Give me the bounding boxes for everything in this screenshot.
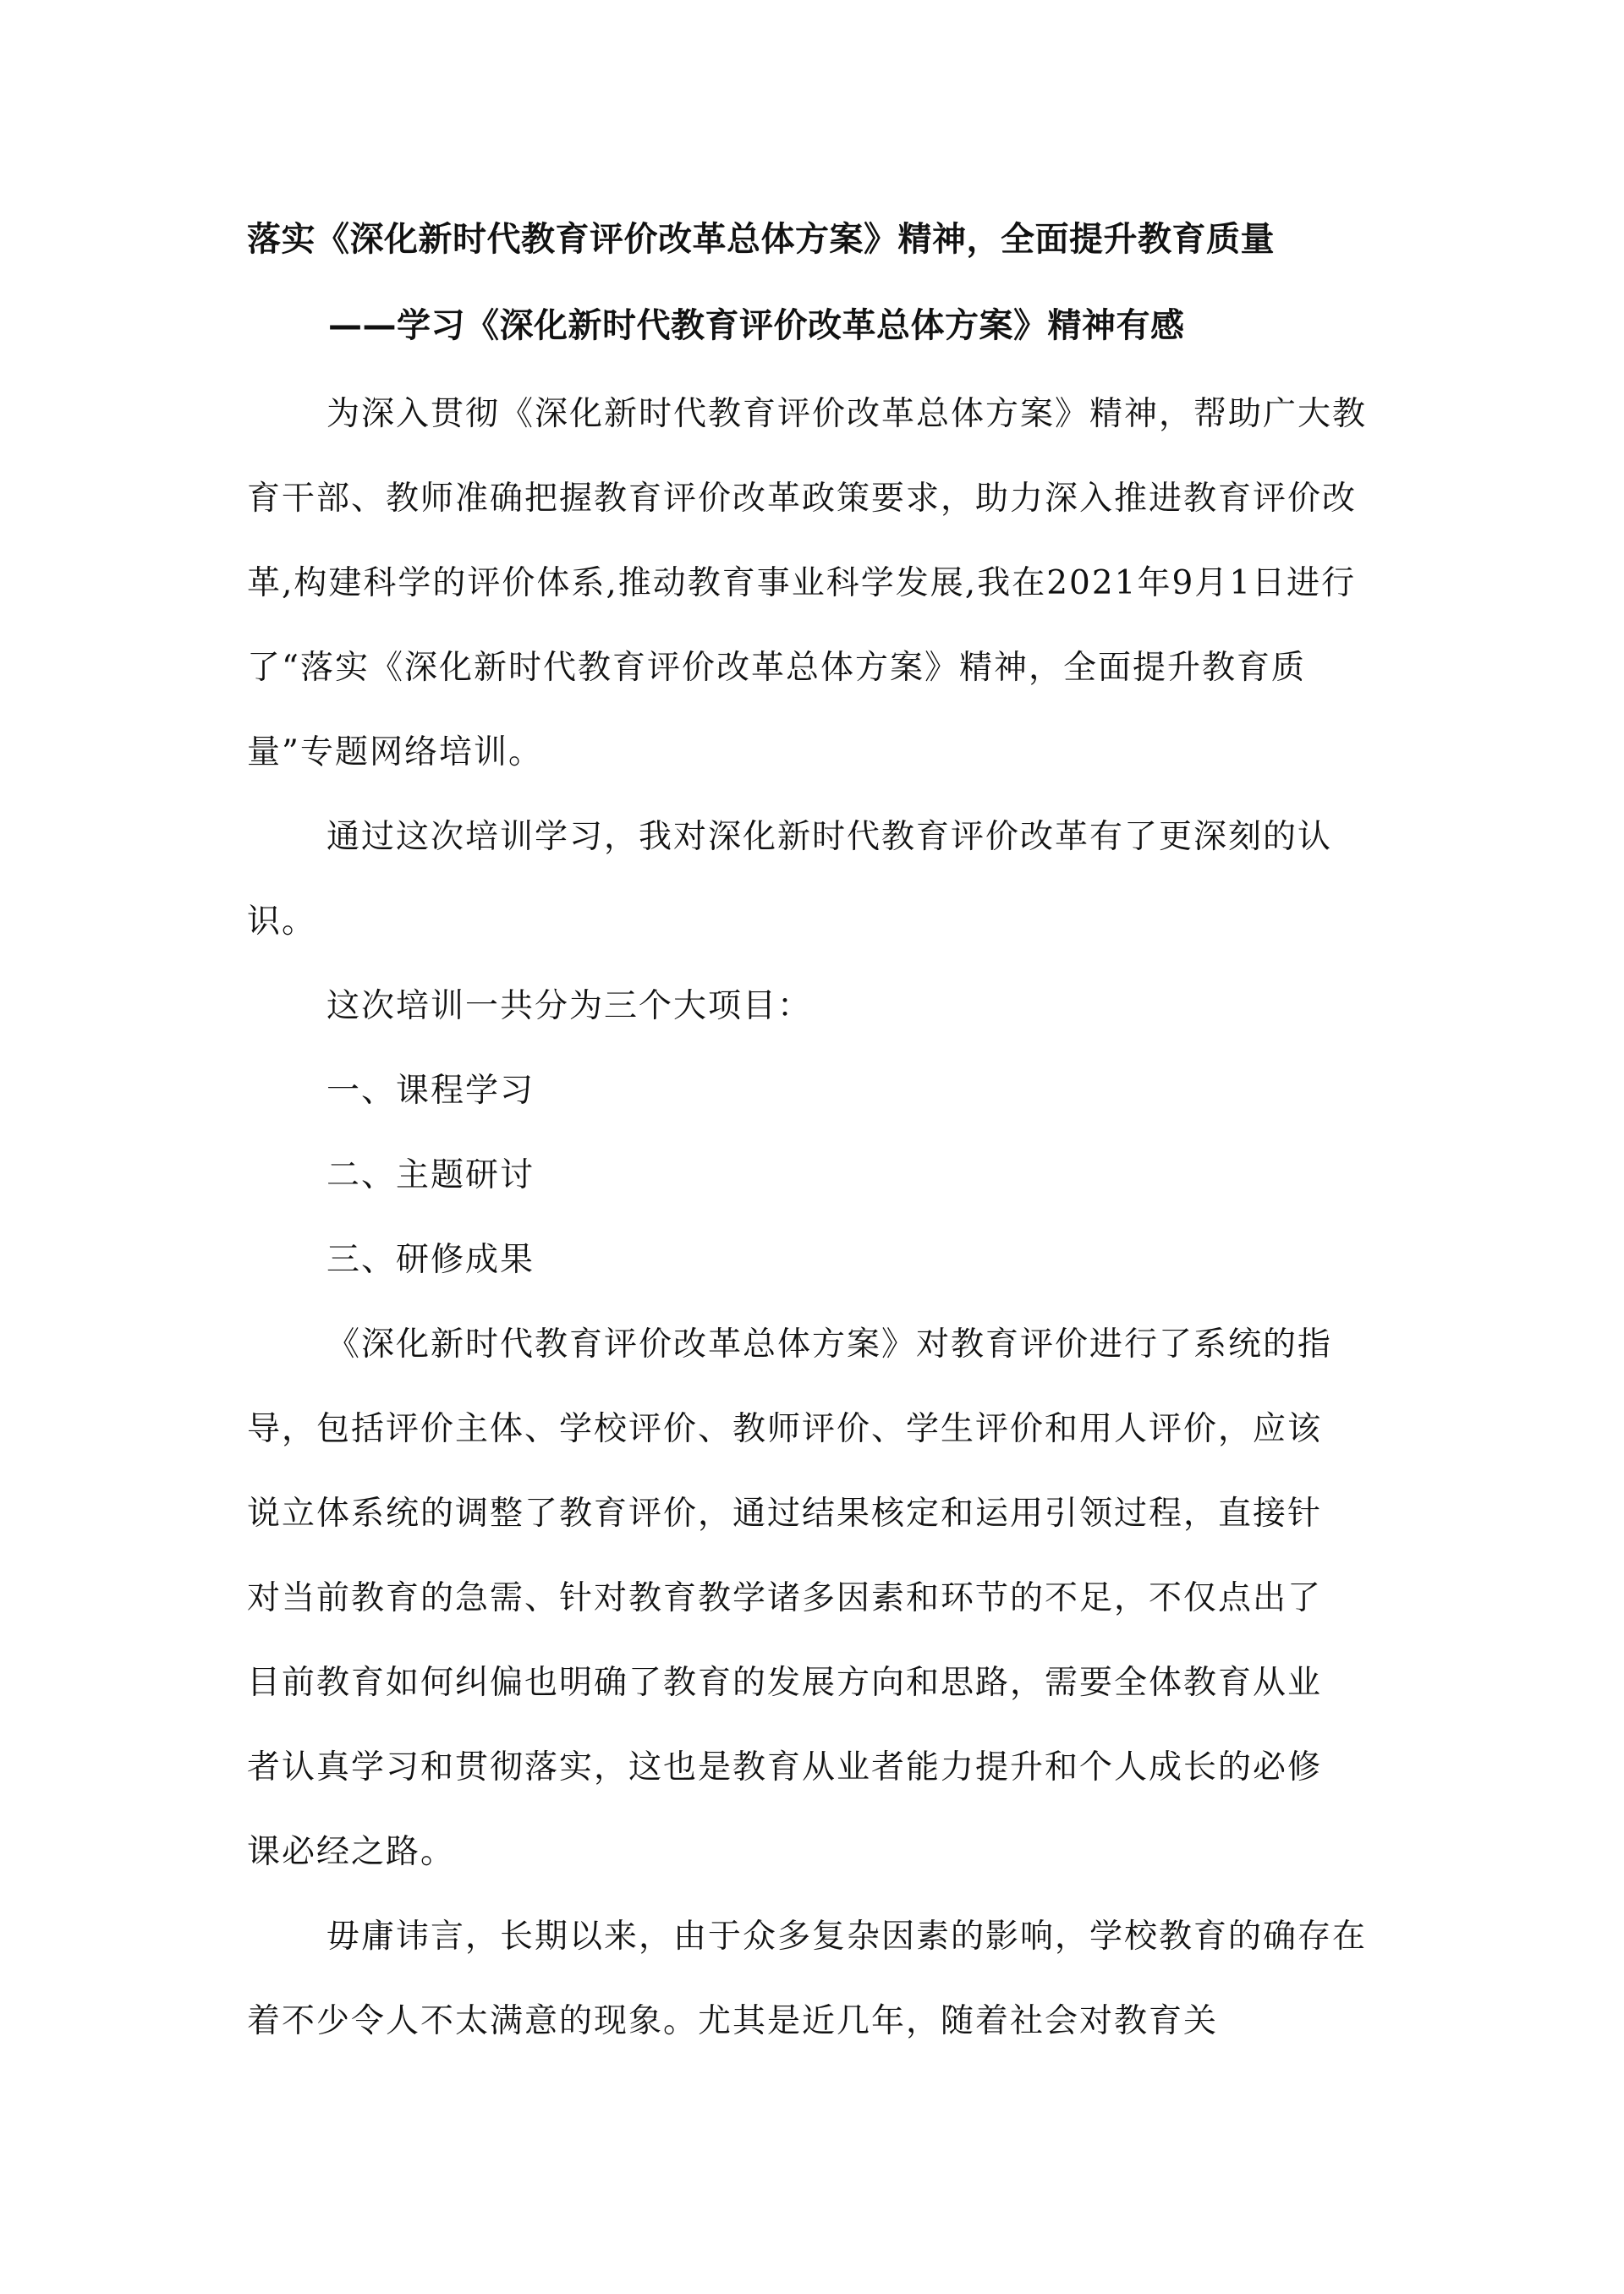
document-body bbox=[247, 372, 1389, 2064]
paragraph-intro: 为深入贯彻《深化新时代教育评价改革总体方案》精神，帮助广大教育干部、教师准确把握教育评价改革政策要求，助力深入推进教育评价改革,构建科学的评价体系,推动教育事业科学发展,我在2021年9月1日进行了“落实《深化新时代教育评价改革总体方案》精神，全面提升教育质量”专题网络培训。 bbox=[247, 395, 1368, 771]
document-title: 落实《深化新时代教育评价改革总体方案》精神，全面提升教育质量 bbox=[247, 220, 1275, 259]
paragraph-plan-analysis: 《深化新时代教育评价改革总体方案》对教育评价进行了系统的指导，包括评价主体、学校评价、教师评价、学生评价和用人评价，应该说立体系统的调整了教育评价，通过结果核定和运用引领过程，直接针对当前教育的急需、针对教育教学诸多因素和环节的不足，不仅点出了目前教育如何纠偏也明确了教育的发展方向和思路，需要全体教育从业者认真学习和贯彻落实，这也是教育从业者能力提升和个人成长的必修课必经之路。 bbox=[247, 1325, 1333, 1871]
list-item-training-results: 三、研修成果 bbox=[326, 1241, 535, 1279]
document-subtitle: ——学习《深化新时代教育评价改革总体方案》精神有感 bbox=[328, 306, 1185, 345]
paragraph-understanding: 通过这次培训学习，我对深化新时代教育评价改革有了更深刻的认识。 bbox=[247, 818, 1333, 941]
paragraph-current-issues: 毋庸讳言，长期以来，由于众多复杂因素的影响，学校教育的确存在着不少令人不太满意的现象。尤其是近几年，随着社会对教育关 bbox=[247, 1918, 1368, 2040]
list-item-course-study: 一、课程学习 bbox=[326, 1072, 535, 1110]
list-item-topic-discussion: 二、主题研讨 bbox=[326, 1156, 535, 1194]
paragraph-training-items: 这次培训一共分为三个大项目： bbox=[326, 987, 813, 1025]
